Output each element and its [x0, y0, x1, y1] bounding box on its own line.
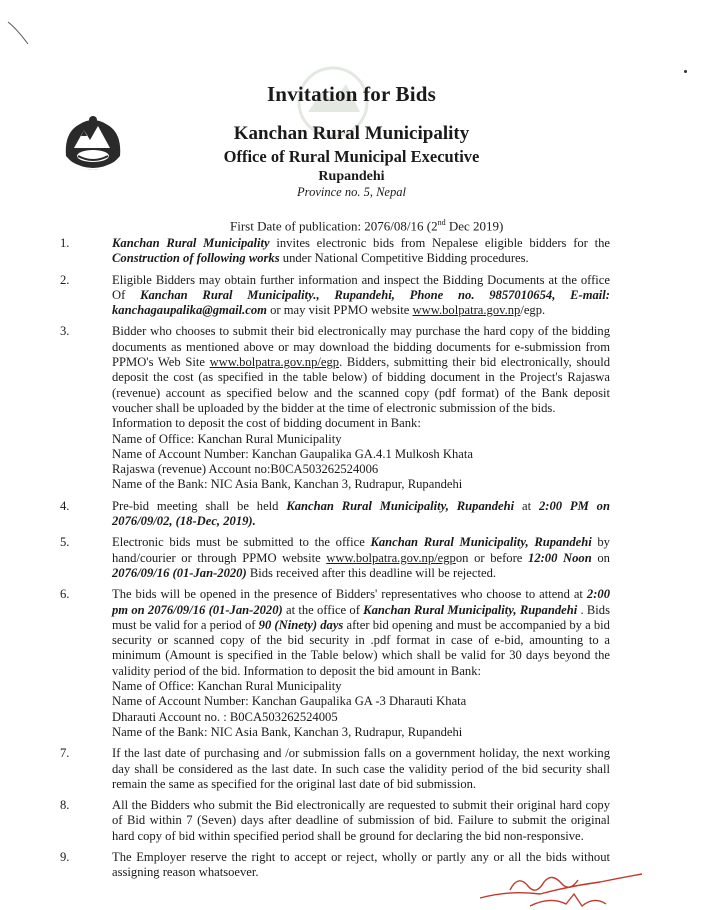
bank-info-line: Name of the Bank: NIC Asia Bank, Kanchan 3, Rudrapur, Rupandehi [112, 724, 463, 739]
clause-number: 7. [60, 746, 70, 761]
clause-segment: at the office of [282, 602, 364, 617]
clause-segment: on or before [455, 550, 529, 565]
clause-segment: Electronic bids must be submitted to the office [112, 535, 371, 550]
clause-segment: on [591, 550, 610, 565]
handwritten-signature [470, 860, 650, 910]
document-title: Invitation for Bids [266, 82, 437, 106]
bank-info-line: Name of Account Number: Kanchan Gaupalika GA.4.1 Mulkosh Khata [112, 446, 473, 461]
clause-number: 4. [60, 498, 70, 513]
clause-segment: after bid opening and must be accompanied by a bid security or scanned copy of the bid security in .pdf format in case of e-bid, amounting to a minimum (Amount is specified in the Table below) which shall be valid for 30 days beyond the validity period of the bid. Information to deposit the bid amount in Bank: [112, 617, 610, 678]
bank-info-line: Name of the Bank: NIC Asia Bank, Kanchan 3, Rudrapur, Rupandehi [112, 477, 463, 492]
clause-segment: 90 (Ninety) days [258, 617, 344, 632]
clause-item [60, 236, 610, 267]
clause-segment: by hand/courier or through PPMO website [112, 535, 610, 565]
clause-item [60, 499, 610, 530]
clause-text [112, 499, 610, 530]
clause-segment: under National Competitive Bidding procedures. [279, 251, 529, 266]
clause-number: 6. [60, 587, 70, 602]
clause-text [112, 798, 610, 844]
publication-date-prefix: First Date of publication: 2076/08/16 (2 [230, 218, 438, 234]
pen-stroke-mark [6, 18, 36, 48]
website-link-text: www.bolpatra.gov.np [412, 303, 521, 318]
clause-item [60, 273, 610, 319]
clause-item [60, 535, 610, 581]
clause-segment: . Bids must be valid for a period of [112, 602, 610, 632]
clause-number: 1. [60, 236, 70, 250]
publication-date-suffix: Dec 2019) [445, 218, 504, 234]
office-name: Office of Rural Municipal Executive [223, 147, 480, 166]
clause-text [112, 273, 610, 319]
bank-info-line: Name of Office: Kanchan Rural Municipality [112, 431, 342, 446]
clause-segment: invites electronic bids from Nepalese eligible bidders for the [269, 236, 610, 250]
bank-info-line: Rajaswa (revenue) Account no:B0CA503262524006 [112, 462, 379, 477]
clause-segment: All the Bidders who submit the Bid electronically are requested to submit their original hard copy of Bid within 7 (Seven) days after deadline of submission of bid. Failure to submit the original hard copy of bid within specified period shall be ground for declaring the bid non-responsive. [112, 798, 610, 843]
clause-segment: The Employer reserve the right to accept or reject, wholly or partly any or all the bids without assigning reason whatsoever. [112, 849, 610, 880]
clause-segment: Kanchan Rural Municipality [112, 236, 270, 250]
clause-segment: 2:00 PM on 2076/09/02, (18-Dec, 2019). [112, 498, 610, 529]
clause-segment: Eligible Bidders may obtain further information and inspect the Bidding Documents at the office Of [112, 272, 610, 302]
clause-segment: Pre-bid meeting shall be held [112, 498, 287, 513]
clause-segment: or may visit PPMO website [266, 303, 413, 318]
clause-segment: 2076/09/16 (01-Jan-2020) [112, 565, 247, 580]
website-link-text: www.bolpatra.gov.np/egp [326, 550, 456, 565]
clause-segment: at [514, 498, 539, 513]
bid-clauses-list [60, 236, 610, 887]
clause-text [112, 587, 610, 679]
clause-segment: Kanchan Rural Municipality, Rupandehi [370, 535, 592, 550]
clause-number: 9. [60, 849, 70, 864]
clause-segment: Kanchan Rural Municipality., Rupandehi, Phone no. 9857010654, E-mail: kanchagaupalika@gmail.com [112, 287, 610, 318]
clause-text [112, 324, 610, 416]
bank-info-line: Information to deposit the cost of bidding document in Bank: [112, 416, 421, 431]
clause-text [112, 746, 610, 792]
clause-segment: Bidder who chooses to submit their bid electronically may purchase the hard copy of the bidding documents as mentioned above or may download the bidding documents for e-submission from PPMO's Web Site [112, 324, 610, 370]
clause-segment: 12:00 Noon [528, 550, 592, 565]
clause-segment: . Bidders, submitting their bid electronically, should deposit the cost (as specified in the table below) of bidding document in the Project's Rajaswa (revenue) account as specified below and the scanned copy (pdf format) of the Bank deposit voucher shall be uploaded by the bidder at the time of electronic submission of the bids. [112, 355, 610, 415]
website-link-text: www.bolpatra.gov.np/egp [209, 355, 340, 370]
bank-info-line: Name of Office: Kanchan Rural Municipality [112, 679, 342, 694]
clause-item [60, 587, 610, 740]
clause-item [60, 798, 610, 844]
province-name: Province no. 5, Nepal [297, 185, 406, 199]
bank-info-line: Dharauti Account no. : B0CA503262524005 [112, 709, 338, 724]
clause-item [60, 324, 610, 492]
district-name: Rupandehi [318, 169, 385, 184]
clause-number: 2. [60, 272, 70, 287]
clause-segment: Construction of following works [112, 251, 280, 266]
publication-date [230, 218, 503, 234]
clause-segment: 2:00 pm on 2076/09/16 (01-Jan-2020) [112, 587, 610, 617]
document-header [0, 82, 703, 200]
clause-segment: Kanchan Rural Municipality, Rupandehi [363, 602, 578, 617]
clause-segment: Bids received after this deadline will be rejected. [246, 565, 497, 580]
organization-name: Kanchan Rural Municipality [233, 123, 470, 144]
bank-info-line: Name of Account Number: Kanchan Gaupalika GA -3 Dharauti Khata [112, 694, 467, 709]
clause-segment: /egp. [520, 303, 546, 318]
clause-number: 8. [60, 798, 70, 813]
speck-mark [684, 70, 687, 73]
clause-segment: If the last date of purchasing and /or submission falls on a government holiday, the next working day shall be considered as the last date. In such case the validity period of the bid security shall remain the same as specified for the original last date of bid submission. [112, 746, 610, 791]
clause-number: 5. [60, 535, 70, 550]
clause-number: 3. [60, 324, 70, 339]
clause-segment: Kanchan Rural Municipality, Rupandehi [286, 498, 515, 513]
clause-segment: The bids will be opened in the presence of Bidders' representatives who choose to attend at [112, 587, 587, 602]
publication-date-ordinal: nd [437, 218, 446, 227]
clause-item [60, 746, 610, 792]
clause-text [112, 535, 610, 581]
clause-text [112, 236, 610, 267]
